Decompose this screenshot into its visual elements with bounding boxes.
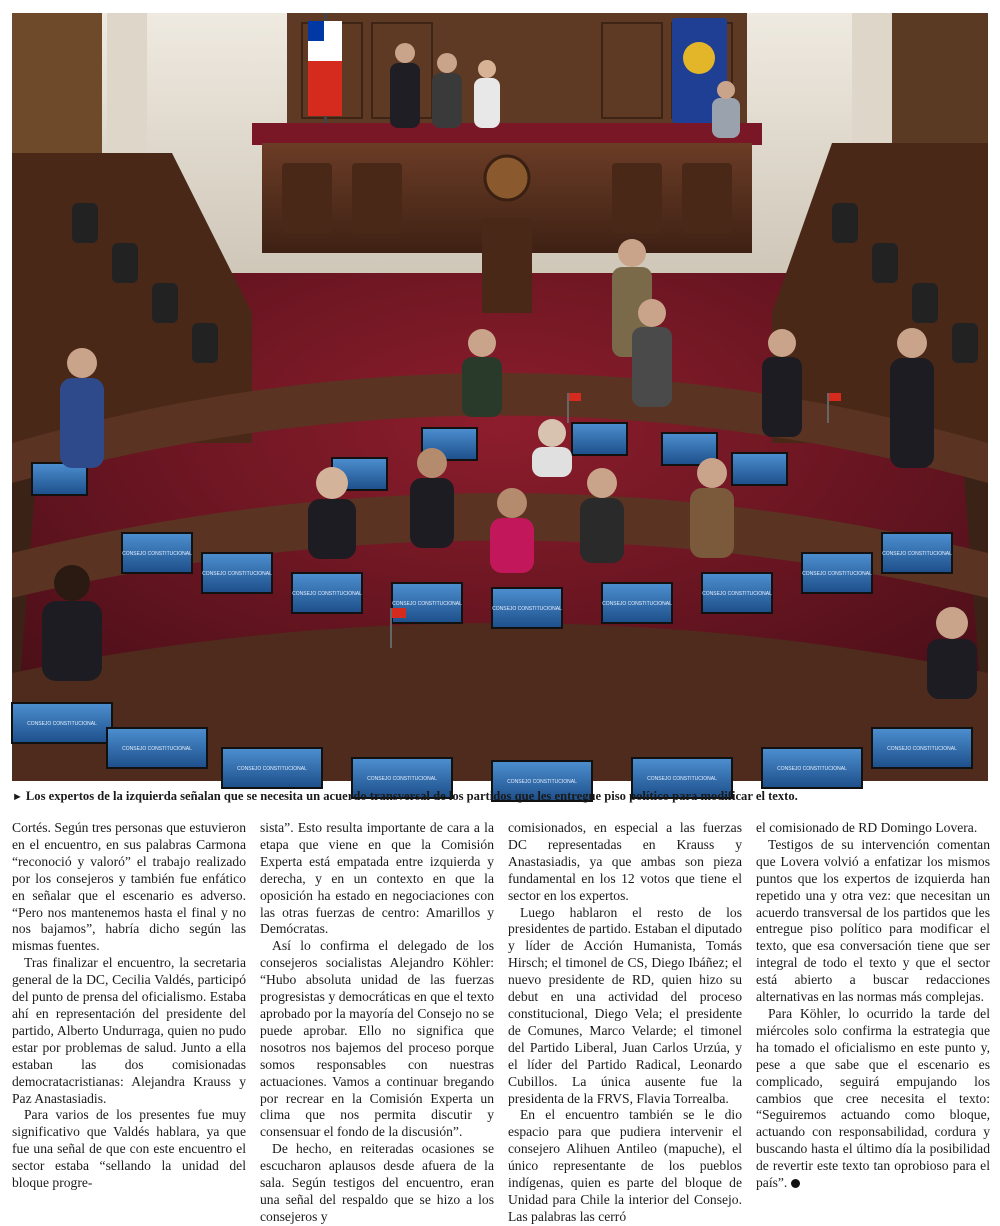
paragraph: Testigos de su intervención comentan que Lovera volvió a enfatizar los mismos puntos que los expertos de izquierda han repetido una y otra vez: que necesitan un acuerdo transversal de los partidos que les entregue piso político para modificar el texto, que esa conversación tiene que ser integral de todo el texto y que el sector está abierto a buscar redacciones alternativas en las normas más complejas. (756, 836, 990, 1005)
paragraph: el comisionado de RD Domingo Lovera. (756, 820, 978, 835)
caption-marker-icon: ► (12, 791, 23, 803)
plenary-session-illustration (12, 13, 988, 785)
monitor-label: CONSEJO CONSTITUCIONAL (602, 601, 672, 607)
paragraph: sista”. Esto resulta importante de cara a la etapa que viene en que la Comisión Experta está empatada entre izquierda y derecha, y en un contexto en que la oposición ha estado en negociaciones con las otras fuerzas de centro: Amarillos y Demócratas. (260, 820, 494, 937)
desk-monitor (572, 423, 627, 455)
speaker-podium (482, 218, 532, 313)
monitor-label: CONSEJO CONSTITUCIONAL (27, 721, 97, 727)
monitor-label: CONSEJO CONSTITUCIONAL (122, 551, 192, 557)
monitor-label: CONSEJO CONSTITUCIONAL (802, 571, 872, 577)
chile-flag (308, 13, 342, 123)
article-column-1 (12, 820, 246, 1192)
monitor-label: CONSEJO CONSTITUCIONAL (202, 571, 272, 577)
paragraph: Para varios de los presentes fue muy significativo que Valdés hablara, ya que fue una señal de que con este encuentro el sector estaba “sellando la unidad del bloque progre- (12, 1107, 246, 1191)
paragraph: De hecho, en reiteradas ocasiones se escucharon aplausos desde afuera de la sala. Según testigos del encuentro, eran una señal del respaldo que se hizo a los consejeros y (260, 1141, 494, 1224)
article-column-2 (260, 820, 494, 1226)
monitor-label: CONSEJO CONSTITUCIONAL (392, 601, 462, 607)
article-photo (12, 13, 988, 785)
monitor-label: CONSEJO CONSTITUCIONAL (647, 776, 717, 782)
desk-monitor (732, 453, 787, 485)
article-column-4 (756, 820, 990, 1192)
monitor-label: CONSEJO CONSTITUCIONAL (237, 766, 307, 772)
paragraph-text: Para Köhler, lo ocurrido la tarde del miércoles solo confirma la estrategia que ha tomado el oficialismo en este punto y, pese a que sabe que el escenario es complicado, seguirá empujando los cambios que cree necesita el texto: “Seguiremos actuando como bloque, actuando con responsabilidad, cordura y buscando hasta el último día la posibilidad de revertir este texto tan oprobioso para el país”. (756, 1005, 990, 1191)
monitor-label: CONSEJO CONSTITUCIONAL (122, 746, 192, 752)
article-body (12, 820, 990, 1224)
article-column-3 (508, 820, 742, 1226)
end-of-article-dot-icon (791, 1179, 800, 1188)
paragraph: Cortés. Según tres personas que estuvieron en el encuentro, en sus palabras Carmona “reconoció y valoró” el trabajo realizado por los consejeros y también fue enfático en señalar que el escenario es adverso. “Pero nos mantenemos hasta el final y no nos bajamos”, habría dicho según las mismas fuentes. (12, 820, 246, 954)
monitor-label: CONSEJO CONSTITUCIONAL (507, 779, 577, 785)
paragraph (756, 1006, 990, 1192)
dais-table-top (252, 123, 762, 145)
paragraph: En el encuentro también se le dio espacio para que pudiera intervenir el consejero Alihuen Antileo (mapuche), el único representante de los pueblos indígenas, quien es parte del bloque de Unidad para Chile la interior del Consejo. Las palabras las cerró (508, 1107, 742, 1224)
paragraph: Así lo confirma el delegado de los consejeros socialistas Alejandro Köhler: “Hubo absoluta unidad de las fuerzas progresistas y democráticas en que el texto aprobado por la mayoría del Consejo no se puede aprobar. Ello no significa que nosotros nos bajemos del proceso porque somos responsables con nuestras actuaciones. Vamos a continuar bregando por recrear en la Comisión Experta un clima que nos permita discutir y consensuar el fondo de la discusión”. (260, 938, 494, 1140)
paragraph: comisionados, en especial a las fuerzas DC representadas en Krauss y Anastasiadis, ya que ambas son pieza fundamental en los 12 votos que tiene el sector en los expertos. (508, 820, 742, 903)
paragraph: Tras finalizar el encuentro, la secretaria general de la DC, Cecilia Valdés, participó del punto de prensa del oficialismo. Estaba ahí en representación del presidente del partido, Alberto Undurraga, quien no pudo estar por problemas de salud. Junto a ella estaban las dos comisionadas democratacristianas: Alejandra Krauss y Paz Anastasiadis. (12, 955, 246, 1106)
photo-caption (12, 788, 988, 805)
monitor-label: CONSEJO CONSTITUCIONAL (292, 591, 362, 597)
paragraph: Luego hablaron el resto de los presidentes de partido. Estaban el diputado y líder de Acción Humanista, Tomás Hirsch; el timonel de CS, Diego Ibáñez; el nuevo presidente de RD, quien hizo su debut en una actividad del proceso constitucional, Diego Vela; el presidente de Comunes, Marco Velarde; el timonel del Partido Liberal, Juan Carlos Urzúa, y el líder del Partido Radical, Leonardo Cubillos. La única ausente fue la presidenta de la FRVS, Flavia Torrealba. (508, 904, 742, 1106)
monitor-label: CONSEJO CONSTITUCIONAL (367, 776, 437, 782)
monitor-label: CONSEJO CONSTITUCIONAL (777, 766, 847, 772)
monitor-label: CONSEJO CONSTITUCIONAL (887, 746, 957, 752)
caption-text: Los expertos de la izquierda señalan que se necesita un acuerdo transversal de los partidos que les entregue piso político para modificar el texto. (25, 789, 798, 803)
monitor-label: CONSEJO CONSTITUCIONAL (702, 591, 772, 597)
monitor-label: CONSEJO CONSTITUCIONAL (882, 551, 952, 557)
monitor-label: CONSEJO CONSTITUCIONAL (492, 606, 562, 612)
dais-emblem (485, 156, 529, 200)
